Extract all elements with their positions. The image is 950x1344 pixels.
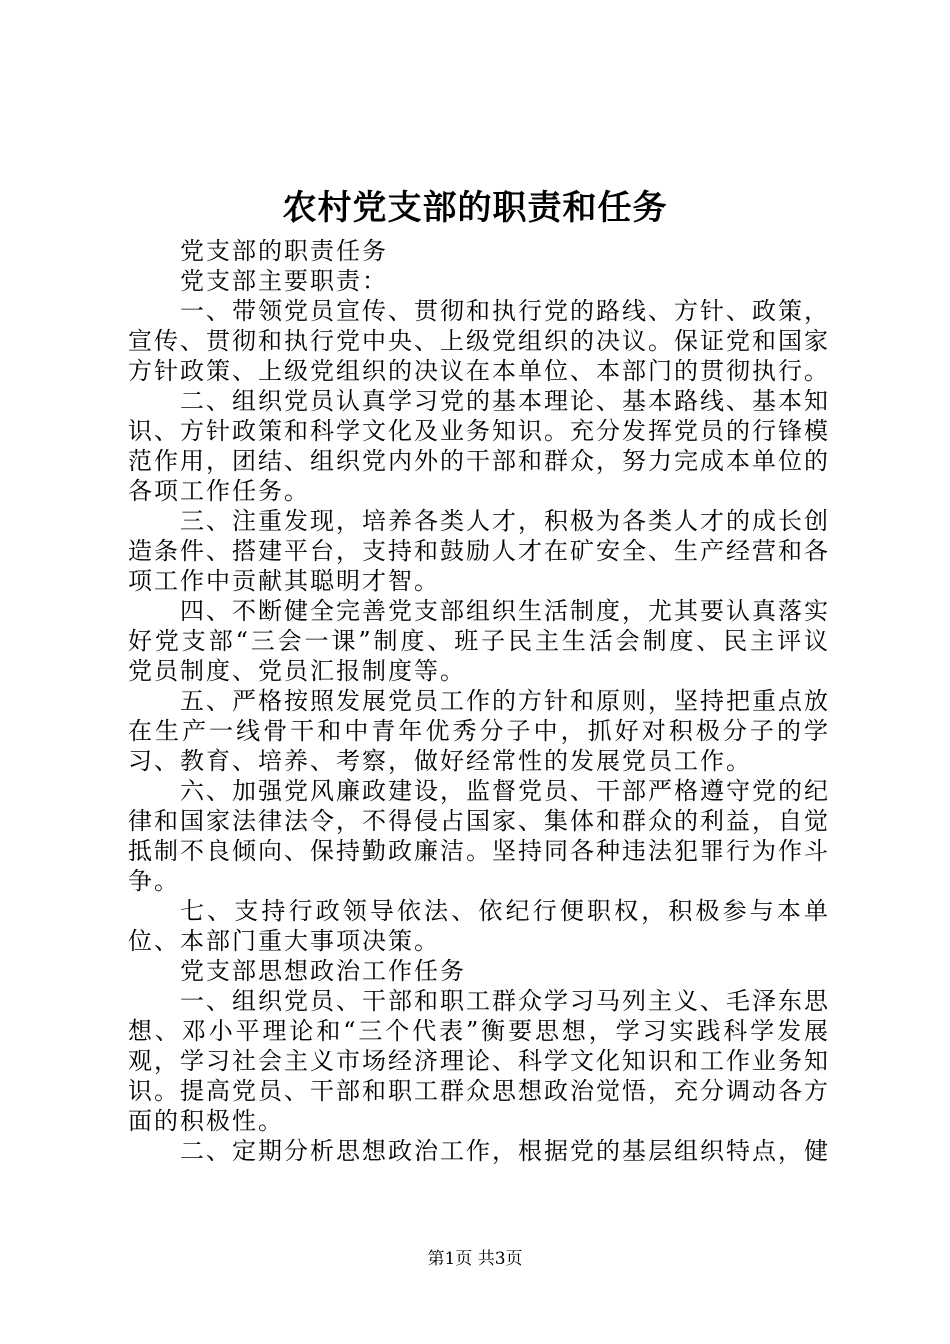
paragraph: 五、严格按照发展党员工作的方针和原则，坚持把重点放在生产一线骨干和中青年优秀分子中，抓好对积极分子的学习、教育、培养、考察，做好经常性的发展党员工作。 <box>128 687 830 775</box>
paragraph: 六、加强党风廉政建设，监督党员、干部严格遵守党的纪律和国家法律法令，不得侵占国家、集体和群众的利益，自觉抵制不良倾向、保持勤政廉洁。坚持同各种违法犯罪行为作斗争。 <box>128 777 830 895</box>
document-body <box>128 236 830 1166</box>
paragraph: 三、注重发现，培养各类人才，积极为各类人才的成长创造条件、搭建平台，支持和鼓励人才在矿安全、生产经营和各项工作中贡献其聪明才智。 <box>128 507 830 595</box>
paragraph: 党支部主要职责： <box>180 267 388 295</box>
paragraph: 党支部思想政治工作任务 <box>180 957 466 985</box>
document-title: 农村党支部的职责和任务 <box>282 188 668 228</box>
paragraph: 一、带领党员宣传、贯彻和执行党的路线、方针、政策，宣传、贯彻和执行党中央、上级党组织的决议。保证党和国家方针政策、上级党组织的决议在本单位、本部门的贯彻执行。 <box>128 297 830 385</box>
paragraph: 二、定期分析思想政治工作，根据党的基层组织特点，健 <box>180 1137 830 1165</box>
paragraph: 党支部的职责任务 <box>180 237 388 265</box>
paragraph: 四、不断健全完善党支部组织生活制度，尤其要认真落实好党支部“三会一课”制度、班子民主生活会制度、民主评议党员制度、党员汇报制度等。 <box>128 597 830 685</box>
paragraph: 七、支持行政领导依法、依纪行便职权，积极参与本单位、本部门重大事项决策。 <box>128 897 830 955</box>
paragraph: 一、组织党员、干部和职工群众学习马列主义、毛泽东思想、邓小平理论和“三个代表”衡要思想，学习实践科学发展观，学习社会主义市场经济理论、科学文化知识和工作业务知识。提高党员、干部和职工群众思想政治觉悟，充分调动各方面的积极性。 <box>128 987 830 1135</box>
page-footer: 第1页 共3页 <box>427 1249 523 1269</box>
paragraph: 二、组织党员认真学习党的基本理论、基本路线、基本知识、方针政策和科学文化及业务知识。充分发挥党员的行锋模范作用，团结、组织党内外的干部和群众，努力完成本单位的各项工作任务。 <box>128 387 830 505</box>
